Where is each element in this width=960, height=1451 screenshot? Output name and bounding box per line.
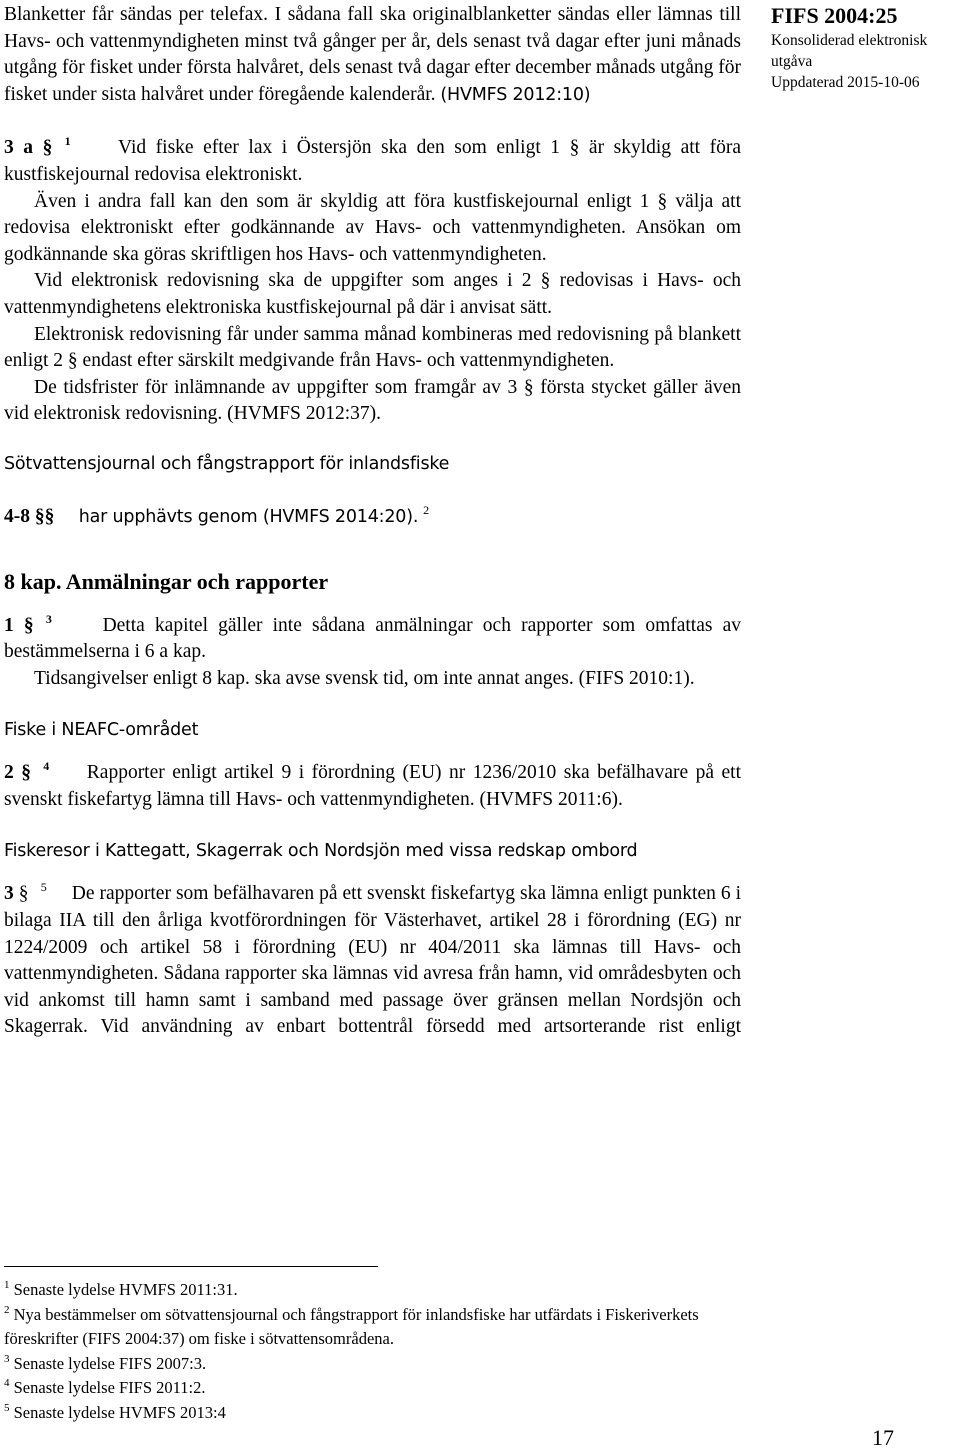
section-sign: § bbox=[21, 762, 32, 784]
footnote-number: 4 bbox=[4, 1377, 10, 1389]
intro-paragraph bbox=[4, 2, 741, 108]
footnote-2 bbox=[4, 1303, 744, 1352]
section-number: 3 bbox=[4, 883, 14, 905]
heading-neafc: Fiske i NEAFC-området bbox=[4, 720, 199, 741]
chapter-number: 8 kap. bbox=[4, 568, 62, 594]
footnote-text: Senaste lydelse HVMFS 2011:31. bbox=[13, 1280, 238, 1299]
section-number: 2 bbox=[4, 762, 14, 784]
main-text bbox=[4, 0, 741, 1041]
edition-label-2: utgåva bbox=[771, 53, 813, 70]
paragraph-text: Detta kapitel gäller inte sådana anmälningar och rapporter som omfattas av bestämmelserna i 6 a kap. bbox=[4, 614, 742, 663]
section-3a-p1 bbox=[4, 135, 741, 188]
footnotes bbox=[4, 1278, 744, 1425]
page-number: 17 bbox=[872, 1425, 894, 1450]
section-3a-p4: Elektronisk redovisning får under samma månad kombineras med redovisning på blankett enligt 2 § endast efter särskilt medgivande från Havs- och vattenmyndigheten. bbox=[4, 323, 741, 372]
paragraph-text: Rapporter enligt artikel 9 i förordning (EU) nr 1236/2010 ska befälhavare på ett svenskt fiskefartyg lämna till Havs- och vattenmyndigheten. (HVMFS 2011:6). bbox=[4, 762, 742, 810]
paragraph-text: De rapporter som befälhavaren på ett svenskt fiskefartyg ska lämna enligt punkten 6 i bilaga IIA till den årliga kvotförordningen för Västerhavet, artikel 28 i förordning (EG) nr 1224/2009 och artikel 58 i förordning (EU) nr 404/2011 ska lämnas till Havs- och vattenmyndigheten. Sådana rapporter ska lämnas vid avresa från hamn, vid områdesbyten och vid ankomst till hamn samt i samband med passage över gränsen mellan Nordsjön och Skagerrak. Vid användning av enbart bottentrål försedd med artsorterande rist enligt bbox=[4, 883, 742, 1038]
repeal-text: har upphävts genom (HVMFS 2014:20). bbox=[78, 506, 419, 527]
section-3a-p2: Även i andra fall kan den som är skyldig att föra kustfiskejournal enligt 1 § välja att redovisa elektroniskt efter godkännande av Havs- och vattenmyndigheten. Ansökan om godkännande ska göras skriftligen hos Havs- och vattenmyndigheten. bbox=[4, 190, 741, 265]
section-sign: § bbox=[23, 614, 34, 636]
footnote-text: Senaste lydelse HVMFS 2013:4 bbox=[13, 1402, 226, 1422]
chapter-title: Anmälningar och rapporter bbox=[65, 568, 329, 594]
footnote-ref: 1 bbox=[64, 134, 71, 149]
edition-label-1: Konsoliderad elektronisk bbox=[771, 32, 928, 49]
section-sign: § bbox=[18, 883, 29, 905]
paragraph-text: Vid fiske efter lax i Östersjön ska den som enligt 1 § är skyldig att föra kustfiskejournal redovisa elektroniskt. bbox=[4, 137, 742, 185]
section-number: 4-8 bbox=[4, 505, 30, 527]
footnote-number: 5 bbox=[4, 1401, 10, 1414]
intro-text: Blanketter får sändas per telefax. I sådana fall ska originalblanketter sändas eller lämnas till Havs- och vattenmyndigheten minst två gånger per år, dels senast två dagar efter juni månads utgång för fisket under första halvåret, dels senast två dagar efter december månads utgång för fisket under sista halvåret under föregående kalenderår. bbox=[4, 4, 741, 105]
footnote-ref: 2 bbox=[423, 502, 430, 517]
section-3a bbox=[4, 135, 741, 428]
footnote-divider bbox=[4, 1266, 378, 1267]
section-3a-p5: De tidsfrister för inlämnande av uppgifter som framgår av 3 § första stycket gäller även vid elektronisk redovisning. (HVMFS 2012:37). bbox=[4, 376, 741, 425]
section-2 bbox=[4, 760, 741, 813]
footnote-ref: 3 bbox=[45, 611, 52, 626]
footnote-3 bbox=[4, 1352, 744, 1377]
footnote-number: 3 bbox=[4, 1352, 10, 1365]
regulation-header bbox=[771, 2, 957, 93]
section-1-p1 bbox=[4, 613, 741, 666]
section-number: 1 bbox=[4, 614, 14, 636]
updated-date: Uppdaterad 2015-10-06 bbox=[771, 74, 920, 91]
footnote-5 bbox=[4, 1401, 744, 1426]
footnote-number: 2 bbox=[4, 1303, 10, 1316]
intro-reference: (HVMFS 2012:10) bbox=[440, 84, 591, 105]
section-4-8 bbox=[4, 504, 741, 531]
heading-fiskeresor: Fiskeresor i Kattegatt, Skagerrak och Nordsjön med vissa redskap ombord bbox=[4, 841, 638, 862]
section-3 bbox=[4, 881, 741, 1041]
footnote-text: Nya bestämmelser om sötvattensjournal och fångstrapport för inlandsfiske har utfärdats i Fiskeriverkets föreskrifter (FIFS 2004:37) om fiske i sötvattensområdena. bbox=[4, 1304, 699, 1348]
section-2-p1 bbox=[4, 760, 741, 813]
heading-sotvattensjournal: Sötvattensjournal och fångstrapport för inlandsfiske bbox=[4, 453, 450, 474]
footnote-ref: 4 bbox=[43, 759, 50, 774]
section-1-p2: Tidsangivelser enligt 8 kap. ska avse svensk tid, om inte annat anges. (FIFS 2010:1). bbox=[34, 667, 695, 689]
footnote-4 bbox=[4, 1376, 744, 1401]
footnote-1 bbox=[4, 1278, 744, 1303]
footnote-number: 1 bbox=[4, 1279, 10, 1291]
section-sign: § bbox=[42, 137, 53, 159]
regulation-code: FIFS 2004:25 bbox=[771, 3, 898, 28]
section-3a-p3: Vid elektronisk redovisning ska de uppgifter som anges i 2 § redovisas i Havs- och vattenmyndighetens elektroniska kustfiskejournal på där i anvisat sätt. bbox=[4, 270, 741, 318]
section-number: 3 a bbox=[4, 137, 34, 159]
footnote-ref: 5 bbox=[40, 880, 47, 895]
section-3-p1 bbox=[4, 881, 741, 1041]
chapter-heading bbox=[4, 567, 741, 597]
section-1 bbox=[4, 613, 741, 693]
footnote-text: Senaste lydelse FIFS 2011:2. bbox=[13, 1378, 206, 1397]
footnote-text: Senaste lydelse FIFS 2007:3. bbox=[13, 1353, 207, 1373]
section-sign: §§ bbox=[34, 505, 55, 527]
